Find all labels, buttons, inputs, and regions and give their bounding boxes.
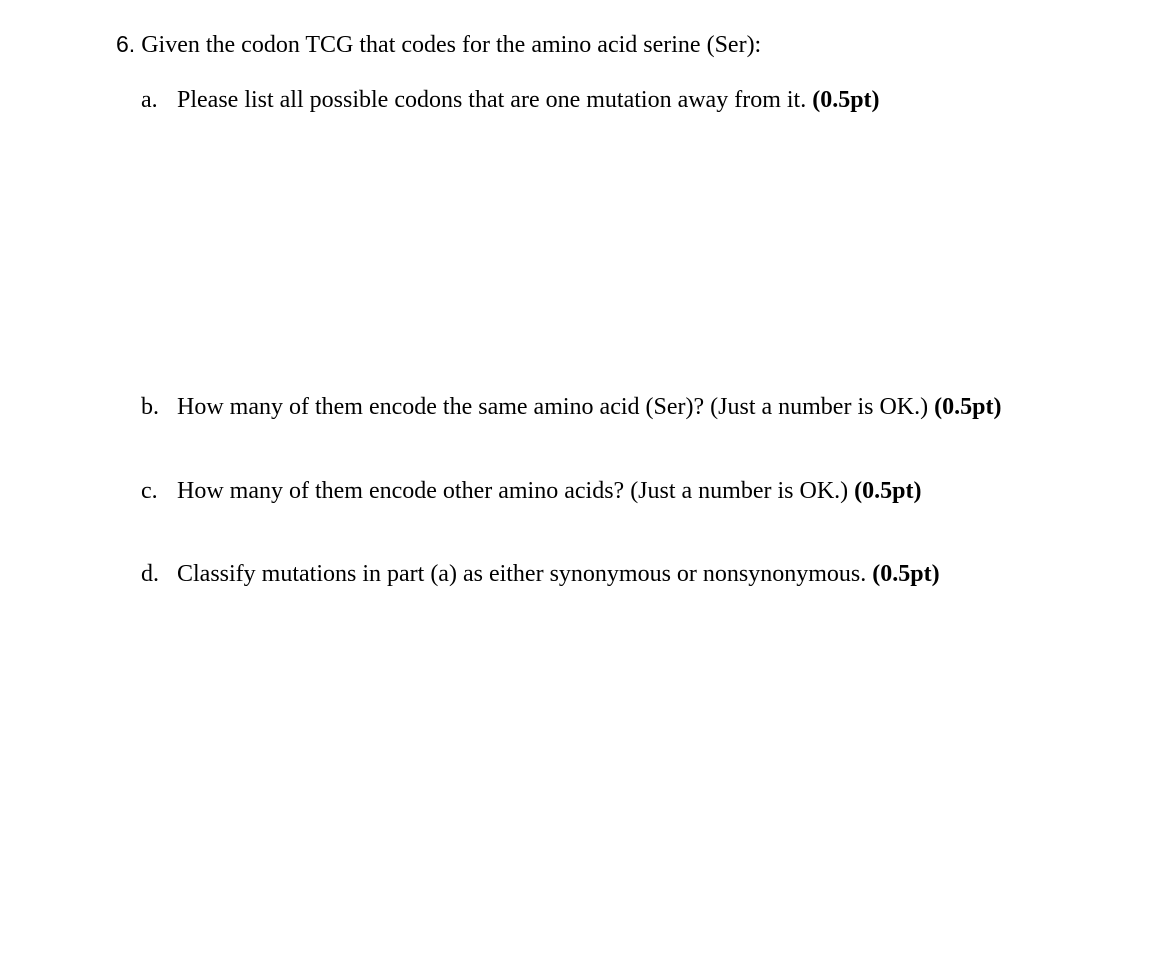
question-part-d — [141, 558, 940, 590]
part-text: Classify mutations in part (a) as either synonymous or nonsynonymous. — [177, 561, 867, 587]
part-points: (0.5pt) — [872, 561, 940, 587]
question-heading — [116, 28, 761, 61]
question-text: Given the codon TCG that codes for the amino acid serine (Ser): — [141, 32, 762, 58]
part-points: (0.5pt) — [812, 87, 880, 113]
question-number: 6. — [116, 31, 136, 57]
part-text: How many of them encode other amino acids? (Just a number is OK.) — [177, 478, 849, 504]
part-letter: d. — [141, 561, 159, 587]
part-letter: c. — [141, 478, 158, 504]
part-letter: b. — [141, 394, 159, 420]
part-text: Please list all possible codons that are one mutation away from it. — [177, 87, 807, 113]
part-text: How many of them encode the same amino acid (Ser)? (Just a number is OK.) — [177, 394, 929, 420]
question-part-a — [141, 84, 880, 116]
part-points: (0.5pt) — [934, 394, 1002, 420]
question-part-b — [141, 391, 1001, 423]
question-part-c — [141, 475, 921, 507]
part-points: (0.5pt) — [854, 478, 922, 504]
part-letter: a. — [141, 87, 158, 113]
